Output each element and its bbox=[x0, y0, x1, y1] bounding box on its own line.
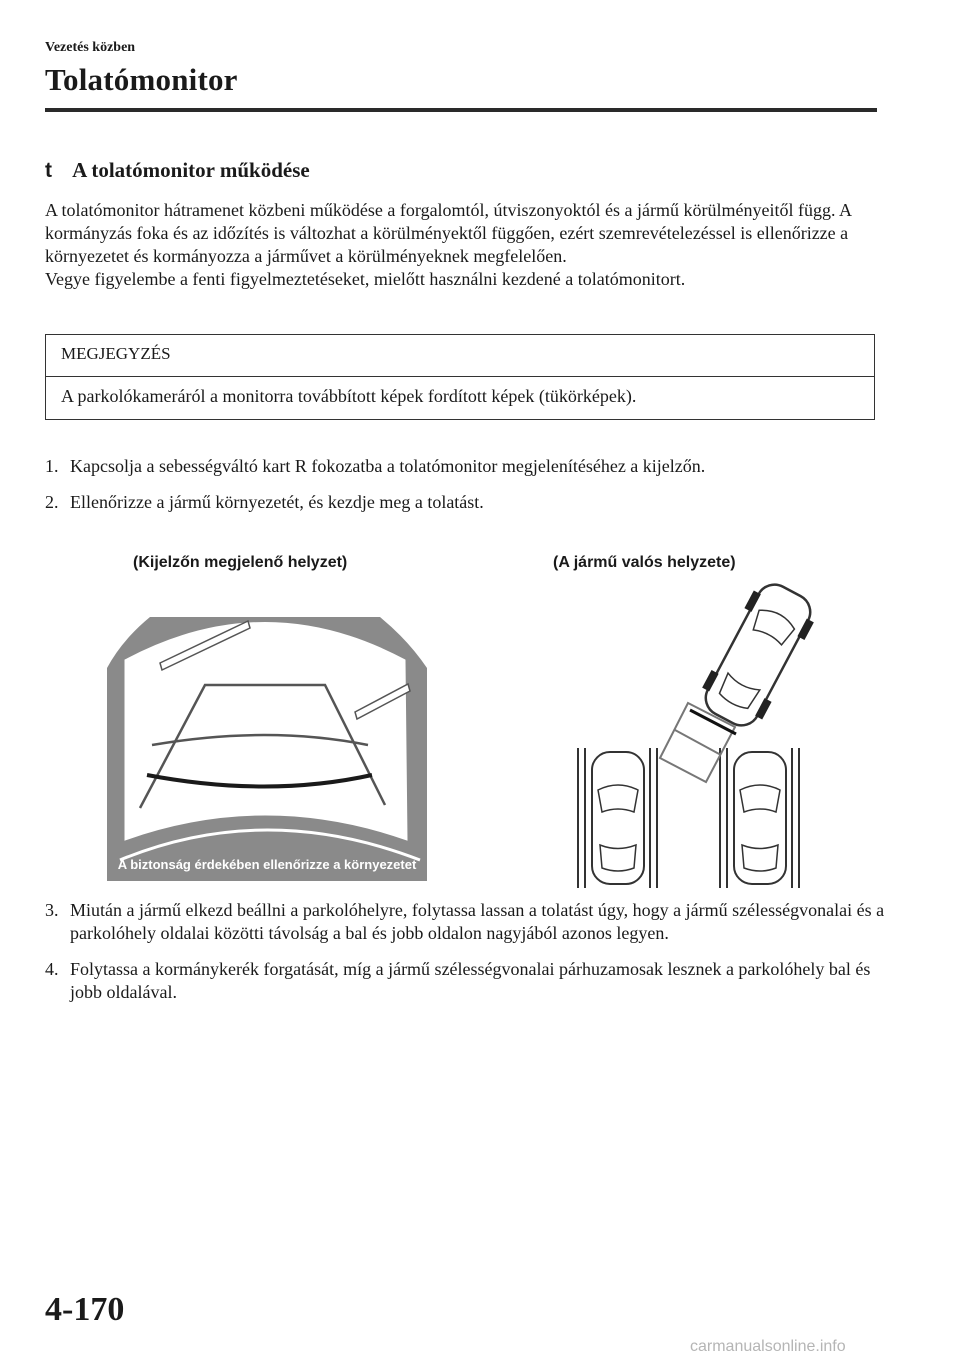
intro-paragraph: A tolatómonitor hátramenet közbeni működése a forgalomtól, útviszonyoktól és a jármű körülményeitől függ. A kormányzás foka és az időzítés is változhat a körülményektől függően, ezért szemrevételezéssel is ellenőrizze a környezetet és kormányozza a járművet a körülményeknek megfelelően. bbox=[45, 200, 852, 266]
step-text: Folytassa a kormánykerék forgatását, míg a jármű szélességvonalai párhuzamosak lesznek a parkolóhely bal és jobb oldalával. bbox=[70, 959, 871, 1002]
step-number: 1. bbox=[45, 456, 59, 476]
intro-paragraph: Vegye figyelembe a fenti figyelmeztetéseket, mielőtt használni kezdené a tolatómonitort. bbox=[45, 269, 686, 289]
intro-text bbox=[45, 199, 875, 291]
step-number: 2. bbox=[45, 492, 59, 512]
step-number: 4. bbox=[45, 959, 59, 979]
steps-list-top bbox=[45, 455, 885, 514]
page-number: 4-170 bbox=[45, 1291, 125, 1328]
note-text: A parkolókameráról a monitorra továbbított képek fordított képek (tükörképek). bbox=[61, 386, 637, 406]
parking-illustration bbox=[0, 540, 960, 890]
subheading-text: A tolatómonitor működése bbox=[72, 158, 310, 182]
watermark: carmanualsonline.info bbox=[690, 1338, 846, 1355]
step-item bbox=[45, 958, 885, 1004]
camera-display-screen bbox=[107, 617, 427, 881]
subheading bbox=[45, 158, 310, 183]
step-item bbox=[45, 455, 885, 478]
steps-list-bottom bbox=[45, 899, 885, 1004]
bullet-marker-icon: t bbox=[45, 159, 52, 182]
figure-label-display: (Kijelzőn megjelenő helyzet) bbox=[133, 554, 348, 571]
title-divider bbox=[45, 108, 877, 112]
chapter-label: Vezetés közben bbox=[45, 40, 136, 55]
actual-position-diagram bbox=[578, 575, 822, 888]
step-text: Ellenőrizze a jármű környezetét, és kezdje meg a tolatást. bbox=[70, 492, 484, 512]
step-text: Kapcsolja a sebességváltó kart R fokozatba a tolatómonitor megjelenítéséhez a kijelzőn. bbox=[70, 456, 706, 476]
step-number: 3. bbox=[45, 900, 59, 920]
page-title: Tolatómonitor bbox=[45, 62, 238, 97]
step-item bbox=[45, 491, 885, 514]
screen-caption: A biztonság érdekében ellenőrizze a környezetet bbox=[117, 857, 417, 872]
step-text: Miután a jármű elkezd beállni a parkolóhelyre, folytassa lassan a tolatást úgy, hogy a jármű szélességvonalai és a parkolóhely oldalai közötti távolság a bal és jobb oldalon nagyjából azonos legyen. bbox=[70, 900, 885, 943]
note-title: MEGJEGYZÉS bbox=[46, 335, 874, 377]
figure-label-actual: (A jármű valós helyzete) bbox=[553, 554, 736, 571]
note-box bbox=[45, 334, 875, 420]
step-item bbox=[45, 899, 885, 945]
